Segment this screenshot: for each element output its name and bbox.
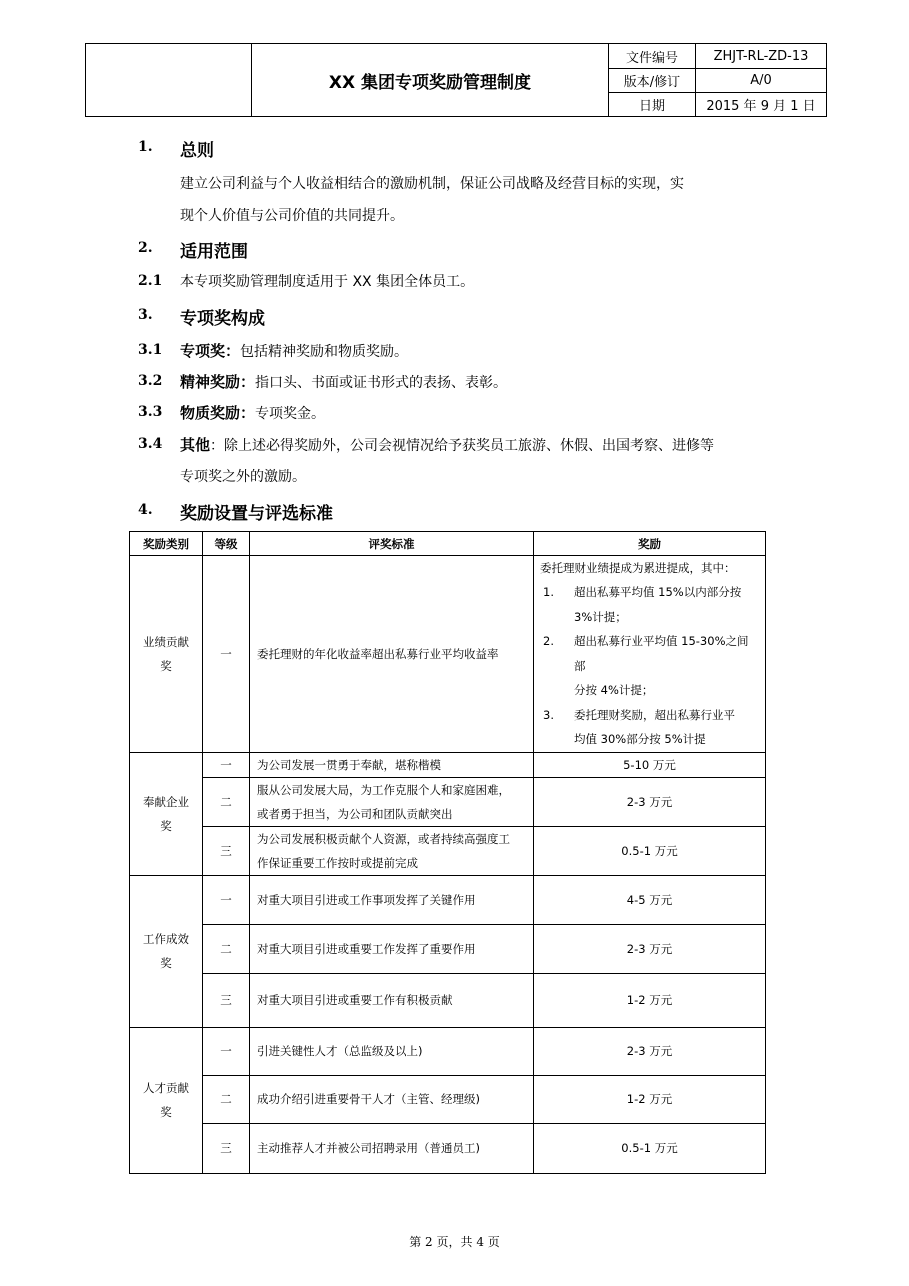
reward-cell: 1-2 万元	[534, 1075, 766, 1123]
item-number: 3.4	[138, 436, 163, 452]
paragraph-line: 本专项奖励管理制度适用于 XX 集团全体员工。	[180, 274, 475, 290]
section-number: 3.	[138, 307, 153, 323]
item-number: 3.3	[138, 404, 163, 420]
criterion-cell: 引进关键性人才（总监级及以上)	[250, 1027, 534, 1075]
item-number: 2.1	[138, 273, 163, 289]
column-header: 评奖标准	[250, 532, 534, 556]
section-title: 适用范围	[180, 242, 248, 262]
reward-cell: 2-3 万元	[534, 924, 766, 973]
item-number: 3.1	[138, 342, 163, 358]
item-term: 其他	[180, 436, 211, 454]
document-title: XX 集团专项奖励管理制度	[252, 44, 609, 117]
item-desc: 包括精神奖励和物质奖励。	[240, 344, 409, 360]
criterion-cell: 对重大项目引进或工作事项发挥了关键作用	[250, 875, 534, 924]
criterion-cell: 为公司发展一贯勇于奉献，堪称楷模	[250, 752, 534, 777]
item-term: 专项奖：	[180, 342, 241, 360]
section-title: 专项奖构成	[180, 309, 265, 329]
category-cell: 工作成效 奖	[130, 875, 203, 1027]
item-number: 3.2	[138, 373, 163, 389]
reward-cell: 2-3 万元	[534, 777, 766, 826]
item-desc: ：除上述必得奖励外，公司会视情况给予获奖员工旅游、休假、出国考察、进修等	[210, 438, 715, 454]
category-cell: 奉献企业 奖	[130, 752, 203, 875]
criterion-cell: 主动推荐人才并被公司招聘录用（普通员工)	[250, 1123, 534, 1173]
item-term: 精神奖励：	[180, 373, 256, 391]
field-label: 版本/修订	[609, 69, 696, 93]
category-cell: 业绩贡献 奖	[130, 556, 203, 753]
table-row	[130, 875, 766, 924]
column-header: 等级	[203, 532, 250, 556]
table-row	[130, 752, 766, 777]
field-label: 日期	[609, 93, 696, 117]
item-text	[180, 402, 325, 423]
section-title: 总则	[180, 141, 214, 161]
reward-table	[129, 531, 766, 1174]
field-value: ZHJT-RL-ZD-13	[696, 44, 827, 69]
reward-cell: 4-5 万元	[534, 875, 766, 924]
paragraph-line: 专项奖之外的激励。	[180, 469, 306, 485]
table-row	[130, 1123, 766, 1173]
reward-cell: 1-2 万元	[534, 973, 766, 1027]
criterion-cell: 委托理财的年化收益率超出私募行业平均收益率	[250, 556, 534, 753]
level-cell: 三	[203, 973, 250, 1027]
page-footer: 第 2 页，共 4 页	[409, 1235, 500, 1249]
category-cell: 人才贡献 奖	[130, 1027, 203, 1173]
reward-list	[534, 580, 765, 752]
logo-cell	[86, 44, 252, 117]
reward-item: 2. 超出私募行业平均值 15-30%之间部 分按 4%计提；	[543, 634, 749, 697]
reward-cell: 2-3 万元	[534, 1027, 766, 1075]
field-label: 文件编号	[609, 44, 696, 69]
item-term: 物质奖励：	[180, 404, 256, 422]
level-cell: 二	[203, 1075, 250, 1123]
reward-cell: 5-10 万元	[534, 752, 766, 777]
item-text	[180, 371, 507, 392]
reward-intro: 委托理财业绩提成为累进提成，其中：	[540, 561, 736, 575]
section-number: 4.	[138, 502, 153, 518]
level-cell: 二	[203, 924, 250, 973]
field-value: 2015 年 9 月 1 日	[696, 93, 827, 117]
item-desc: 专项奖金。	[255, 406, 326, 422]
criterion-cell: 成功介绍引进重要骨干人才（主管、经理级)	[250, 1075, 534, 1123]
criterion-cell: 服从公司发展大局，为工作克服个人和家庭困难， 或者勇于担当，为公司和团队贡献突出	[250, 777, 534, 826]
level-cell: 一	[203, 752, 250, 777]
level-cell: 三	[203, 1123, 250, 1173]
reward-item: 1. 超出私募平均值 15%以内部分按 3%计提；	[543, 585, 742, 624]
reward-cell	[534, 556, 766, 753]
item-text	[180, 340, 408, 361]
reward-cell: 0.5-1 万元	[534, 1123, 766, 1173]
reward-cell: 0.5-1 万元	[534, 826, 766, 875]
criterion-cell: 为公司发展积极贡献个人资源，或者持续高强度工 作保证重要工作按时或提前完成	[250, 826, 534, 875]
section-number: 1.	[138, 139, 153, 155]
document-header	[85, 43, 827, 117]
paragraph-line: 现个人价值与公司价值的共同提升。	[180, 208, 404, 224]
section-number: 2.	[138, 240, 153, 256]
item-desc: 指口头、书面或证书形式的表扬、表彰。	[255, 375, 508, 391]
level-cell: 二	[203, 777, 250, 826]
level-cell: 一	[203, 1027, 250, 1075]
reward-item: 3. 委托理财奖励，超出私募行业平 均值 30%部分按 5%计提	[543, 707, 735, 746]
criterion-cell: 对重大项目引进或重要工作发挥了重要作用	[250, 924, 534, 973]
criterion-cell: 对重大项目引进或重要工作有积极贡献	[250, 973, 534, 1027]
table-row	[130, 1027, 766, 1075]
column-header: 奖励	[534, 532, 766, 556]
paragraph-line: 建立公司利益与个人收益相结合的激励机制，保证公司战略及经营目标的实现，实	[180, 176, 684, 192]
table-row	[130, 973, 766, 1027]
level-cell: 三	[203, 826, 250, 875]
table-row	[130, 1075, 766, 1123]
field-value: A/0	[696, 69, 827, 93]
level-cell: 一	[203, 556, 250, 753]
level-cell: 一	[203, 875, 250, 924]
column-header: 奖励类别	[130, 532, 203, 556]
table-row	[130, 826, 766, 875]
table-header-row	[130, 532, 766, 556]
table-row	[130, 556, 766, 753]
table-row	[130, 924, 766, 973]
item-text	[180, 434, 714, 455]
table-row	[130, 777, 766, 826]
section-title: 奖励设置与评选标准	[180, 504, 333, 524]
